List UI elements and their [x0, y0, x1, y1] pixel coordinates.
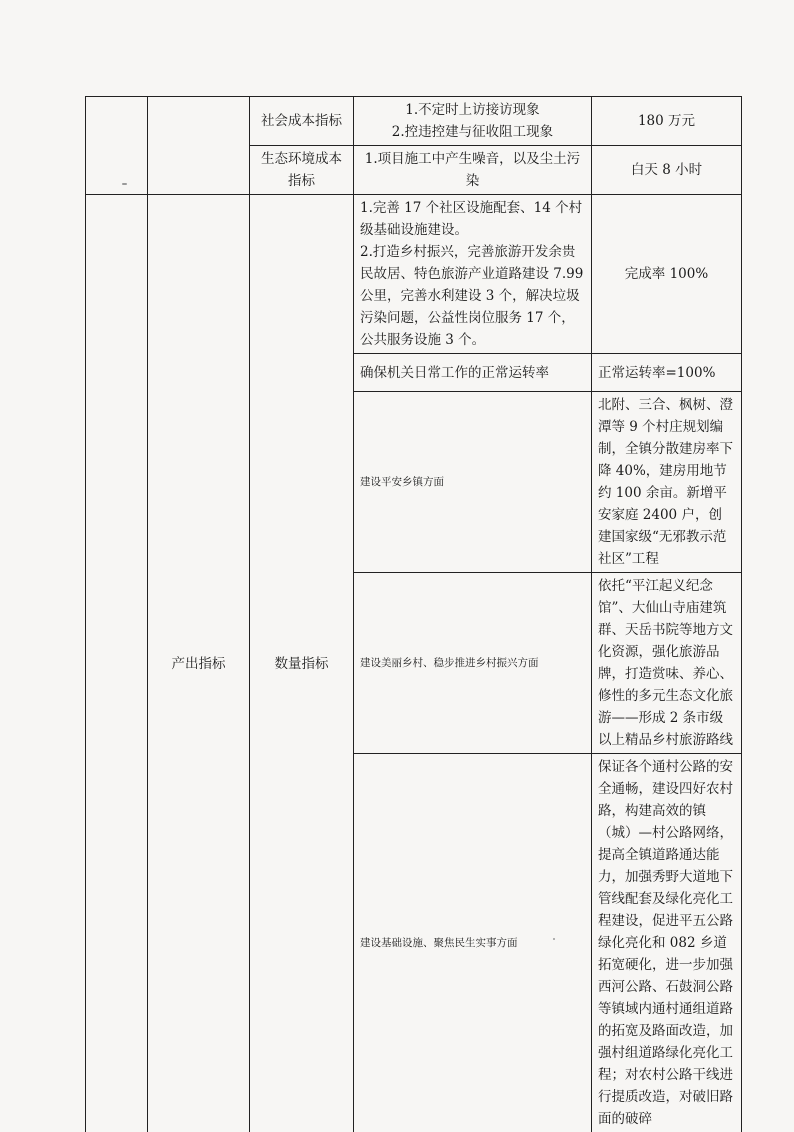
indicator-value: 依托“平江起义纪念馆”、大仙山寺庙建筑群、天岳书院等地方文化资源，强化旅游品牌，打造赏味、养心、修性的多元生态文化旅游——形成 2 条市级以上精品乡村旅游路线 — [592, 573, 742, 754]
indicator-value: 白天 8 小时 — [592, 146, 742, 195]
output-category: 产出指标 — [148, 195, 250, 1132]
indicator-name: 社会成本指标 — [250, 97, 354, 146]
blank-cell — [86, 97, 148, 195]
indicator-value: 完成率 100% — [592, 195, 742, 354]
indicator-name: 生态环境成本指标 — [250, 146, 354, 195]
indicator-value: 保证各个通村公路的安全通畅，建设四好农村路，构建高效的镇（城）—村公路网络，提高全镇道路通达能力，加强秀野大道地下管线配套及绿化亮化工程建设，促进平五公路绿化亮化和 082 乡道拓宽硬化，进一步加强西河公路、石鼓洞公路等镇域内通村通组道路的拓宽及路面改造，加强村组道路绿化亮化工程；对农村公路干线进行提质改造，对破旧路面的破碎 — [592, 754, 742, 1132]
quantity-category: 数量指标 — [250, 195, 354, 1132]
content-line: 1.完善 17 个社区设施配套、14 个村级基础设施建设。 — [360, 197, 585, 241]
performance-indicator-table — [85, 96, 742, 1132]
indicator-content — [354, 195, 592, 354]
indicator-content: 1.项目施工中产生噪音，以及尘土污染 — [354, 146, 592, 195]
table-row — [86, 195, 742, 354]
indicator-content: 建设美丽乡村、稳步推进乡村振兴方面 — [354, 573, 592, 754]
indicator-content: 建设基础设施、聚焦民生实事方面 — [354, 754, 592, 1132]
content-line: 2.打造乡村振兴，完善旅游开发余贵民故居、特色旅游产业道路建设 7.99 公里，完善水利建设 3 个，解决垃圾污染问题，公益性岗位服务 17 个，公共服务设施 3 个。 — [360, 241, 585, 351]
indicator-value: 180 万元 — [592, 97, 742, 146]
table-row — [86, 97, 742, 146]
indicator-value: 北附、三合、枫树、澄潭等 9 个村庄规划编制，全镇分散建房率下降 40%，建房用地节约 100 余亩。新增平安家庭 2400 户，创建国家级“无邪教示范社区”工程 — [592, 392, 742, 573]
content-line: 1.不定时上访接访现象 — [360, 99, 585, 121]
indicator-content — [354, 97, 592, 146]
blank-cell — [86, 195, 148, 1132]
blank-cell — [148, 97, 250, 195]
indicator-content: 确保机关日常工作的正常运转率 — [354, 354, 592, 392]
indicator-content: 建设平安乡镇方面 — [354, 392, 592, 573]
indicator-value: 正常运转率=100% — [592, 354, 742, 392]
content-line: 2.控违控建与征收阻工现象 — [360, 121, 585, 143]
